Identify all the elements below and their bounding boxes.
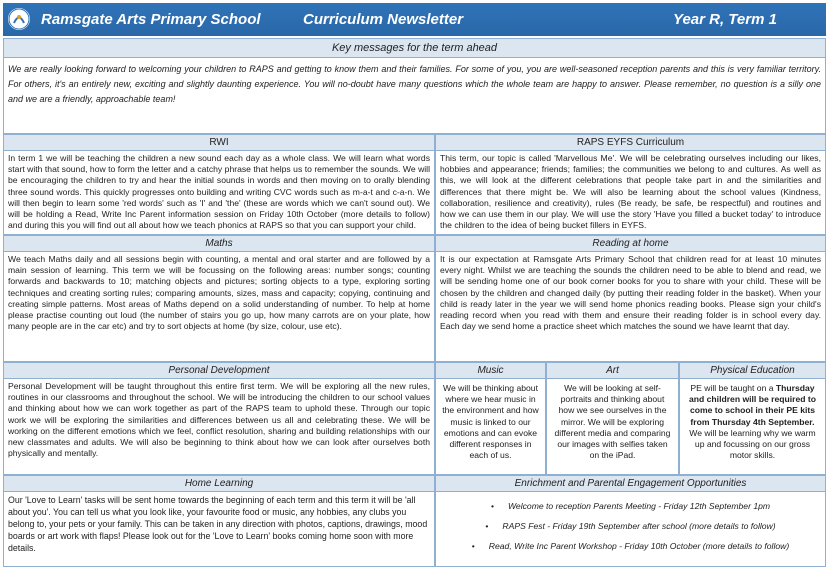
reading-heading: Reading at home: [436, 236, 825, 252]
maths-heading: Maths: [4, 236, 434, 252]
music-section: [435, 362, 546, 475]
maths-text: We teach Maths daily and all sessions begin with counting, a mental and oral starter and are followed by a main session of learning. This term we will be focussing on the following areas: number songs; counting forwards and backwards to 10; matching objects and pictures; sorting objects to a type, exploring sorting techniques and creating sorting rules; comparing amounts, sizes, mass and capacity; copying, continuing and creating simple patterns. Most areas of Maths depend on a solid understanding of number. To help at home please practise counting out loud (the number of stairs you go up, how many carrots are on your plate, how many people are in the car etc) and try to sort objects at home (by size, colour, use etc).: [8, 254, 430, 332]
pe-heading: Physical Education: [680, 363, 825, 379]
rwi-text: In term 1 we will be teaching the children a new sound each day as a whole class. We will learn what words start with that sound, how to form the letter and a catchy phrase that helps us to remember the sounds. We will be encouraging the children to try and hear the initial sounds in words and then moving on to orally blending three sound words. This quickly progresses onto building and writing CVC words such as m-a-t and c-a-n. We will then begin to learn some 'red words' such as 'I' and 'the' (these are words which we can't sound out). We will be holding a Read, Write Inc Parent information session on Friday 10th October (more details to follow) and during this you will find out all about how we teach phonics at RAPS so that you can support your child.: [8, 153, 430, 231]
key-messages-text: We are really looking forward to welcoming your children to RAPS and getting to know them and their families. For some of you, you are well-seasoned reception parents and this is very familiar territory. For others, it's an entirely new, exciting and slightly daunting experience. You will no-doubt have many questions which the whole team are happy to answer. Please remember, no question is a silly one and we are a friendly, approachable team!: [8, 64, 821, 104]
art-heading: Art: [547, 363, 678, 379]
art-section: [546, 362, 679, 475]
reading-text: It is our expectation at Ramsgate Arts Primary School that children read for at least 10 minutes every night. Whilst we are teaching the sounds the children need to be able to blend and read, we will be sending home one of our book corner books for you to share with your child. These will be chosen by the children and changed daily (by putting their reading folder in the basket). When your child is ready later in the year we will send home phonics reading books. Please sign your child's reading record when you read with them and ensure their reading folder is in school every day. Each day we send home a practice sheet which matches the sound we have learnt that day.: [440, 254, 821, 332]
rwi-heading: RWI: [4, 135, 434, 151]
newsletter-title: Curriculum Newsletter: [303, 11, 464, 28]
personal-development-heading: Personal Development: [4, 363, 434, 379]
music-text: We will be thinking about where we hear music in the environment and how music is linked to our emotions and can evoke different responses in each of us.: [442, 383, 539, 461]
eyfs-heading: RAPS EYFS Curriculum: [436, 135, 825, 151]
key-messages-heading: Key messages for the term ahead: [4, 39, 825, 58]
personal-development-section: [3, 362, 435, 475]
term-label: Year R, Term 1: [673, 11, 777, 28]
eyfs-section: [435, 134, 826, 235]
rwi-section: [3, 134, 435, 235]
pe-text-intro: PE will be taught on a: [690, 383, 776, 393]
enrichment-heading: Enrichment and Parental Engagement Opportunities: [436, 476, 825, 492]
pe-text-detail: We will be learning why we warm up and focussing on our gross motor skills.: [689, 427, 816, 461]
eyfs-text: This term, our topic is called 'Marvellous Me'. We will be celebrating ourselves including our likes, hobbies and appearance; friends; families; the communities we belong to and cultures. As well as this, we will look at the different celebrations that people take part in and the similarities and differences that there might be. We will also be learning about the school values (Kindness, collaboration, resilience and creativity), rules (Be ready, be safe, be respectful) and routines and how we can use them in our play. We will use the story 'Have you filled a bucket today' to introduce the children to the idea of being bucket fillers in EYFS.: [440, 153, 821, 231]
art-text: We will be looking at self-portraits and thinking about how we see ourselves in the mirror. We will be exploring different media and comparing our images with selfies taken on the iPad.: [554, 383, 671, 461]
home-learning-text: Our 'Love to Learn' tasks will be sent home towards the beginning of each term and this term it will be 'all about you'. You can tell us what you look like, your favourite food or music, any hobbies, any clubs you belong to, your pets or your family. This can be taken in any direction with photos, captions, drawings, mood boards or art work with flaps! Please look out for the 'Love to Learn' books coming home soon with more details.: [8, 495, 428, 553]
school-name: Ramsgate Arts Primary School: [41, 11, 261, 28]
pe-section: [679, 362, 826, 475]
personal-development-text: Personal Development will be taught throughout this entire first term. We will be exploring all the new rules, routines in our classrooms and throughout the school. We will be introducing the children to our school values and thinking about how we can work together as part of the RAPS team to uphold these. Through our topic work we will be exploring the similarities and differences between us all and celebrating these. We will be working on the different emotions which we feel, conflict resolution, sharing and building relationships with our new classmates and adults. We will also be beginning to think about how we can look after ourselves both physically and mentally.: [8, 381, 430, 459]
list-item: • Read, Write Inc Parent Workshop - Friday 10th October (more details to follow): [436, 536, 825, 556]
enrichment-section: [435, 475, 826, 567]
reading-section: [435, 235, 826, 362]
maths-section: [3, 235, 435, 362]
newsletter-header: [3, 3, 826, 36]
list-item: • RAPS Fest - Friday 19th September after school (more details to follow): [436, 516, 825, 536]
home-learning-section: [3, 475, 435, 567]
pe-kit-notice: Thursday and children will be required to come to school in their PE kits from Thursday 4th September.: [688, 383, 816, 427]
pe-text: [680, 379, 825, 465]
home-learning-heading: Home Learning: [4, 476, 434, 492]
key-messages-section: [3, 38, 826, 134]
school-logo-icon: [8, 8, 30, 30]
list-item: • Welcome to reception Parents Meeting - Friday 12th September 1pm: [436, 496, 825, 516]
music-heading: Music: [436, 363, 545, 379]
enrichment-list: [436, 492, 825, 556]
